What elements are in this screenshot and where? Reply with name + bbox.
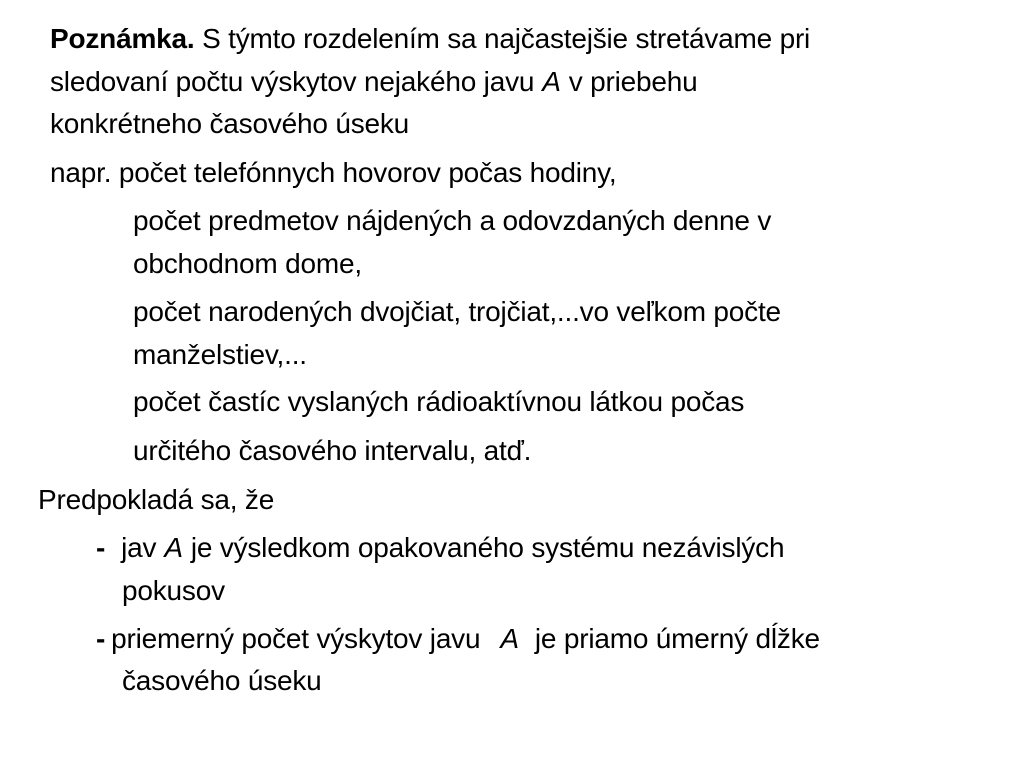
example-item-1-cont-text: obchodnom dome, <box>133 248 362 279</box>
example-item-3-cont-text: určitého časového intervalu, atď. <box>133 435 532 466</box>
note-line-2-post: v priebehu <box>568 66 698 97</box>
assumption-bullet-1-cont <box>122 574 225 608</box>
examples-intro-text: napr. počet telefónnych hovorov počas hodiny, <box>50 157 617 188</box>
note-line-3-text: konkrétneho časového úseku <box>50 108 410 139</box>
note-line-3 <box>50 107 409 141</box>
bullet-2-cont-text: časového úseku <box>122 665 322 696</box>
example-item-1-cont <box>133 247 362 281</box>
note-line-2-pre: sledovaní počtu výskytov nejakého javu <box>50 66 535 97</box>
example-item-2-cont <box>133 338 307 372</box>
note-line-1-text: S týmto rozdelením sa najčastejšie stretávame pri <box>202 23 811 54</box>
note-heading: Poznámka. <box>50 23 195 54</box>
example-item-2 <box>133 295 781 329</box>
example-item-2-cont-text: manželstiev,... <box>133 339 307 370</box>
assumptions-intro-text: Predpokladá sa, že <box>38 484 275 515</box>
example-item-2-text: počet narodených dvojčiat, trojčiat,...vo veľkom počte <box>133 296 781 327</box>
bullet-dash: - <box>96 623 106 654</box>
note-line-1 <box>50 22 810 56</box>
bullet-1-symbol-a: A <box>164 532 183 563</box>
bullet-2-symbol-a: A <box>500 623 519 654</box>
example-item-3 <box>133 385 744 419</box>
example-item-1-text: počet predmetov nájdených a odovzdaných denne v <box>133 205 772 236</box>
example-item-3-text: počet častíc vyslaných rádioaktívnou látkou počas <box>133 386 745 417</box>
example-item-1 <box>133 204 771 238</box>
bullet-2-pre: priemerný počet výskytov javu <box>111 623 481 654</box>
bullet-2-post: je priamo úmerný dĺžke <box>534 623 820 654</box>
examples-intro <box>50 156 616 190</box>
assumptions-intro <box>38 483 274 517</box>
assumption-bullet-2 <box>96 622 820 656</box>
note-symbol-a: A <box>542 66 561 97</box>
example-item-3-cont <box>133 434 531 468</box>
bullet-1-cont-text: pokusov <box>122 575 225 606</box>
bullet-1-pre: jav <box>121 532 157 563</box>
assumption-bullet-2-cont <box>122 664 322 698</box>
bullet-1-post: je výsledkom opakovaného systému nezávislých <box>190 532 785 563</box>
note-line-2 <box>50 65 698 99</box>
assumption-bullet-1 <box>96 531 784 565</box>
bullet-dash: - <box>96 532 106 563</box>
